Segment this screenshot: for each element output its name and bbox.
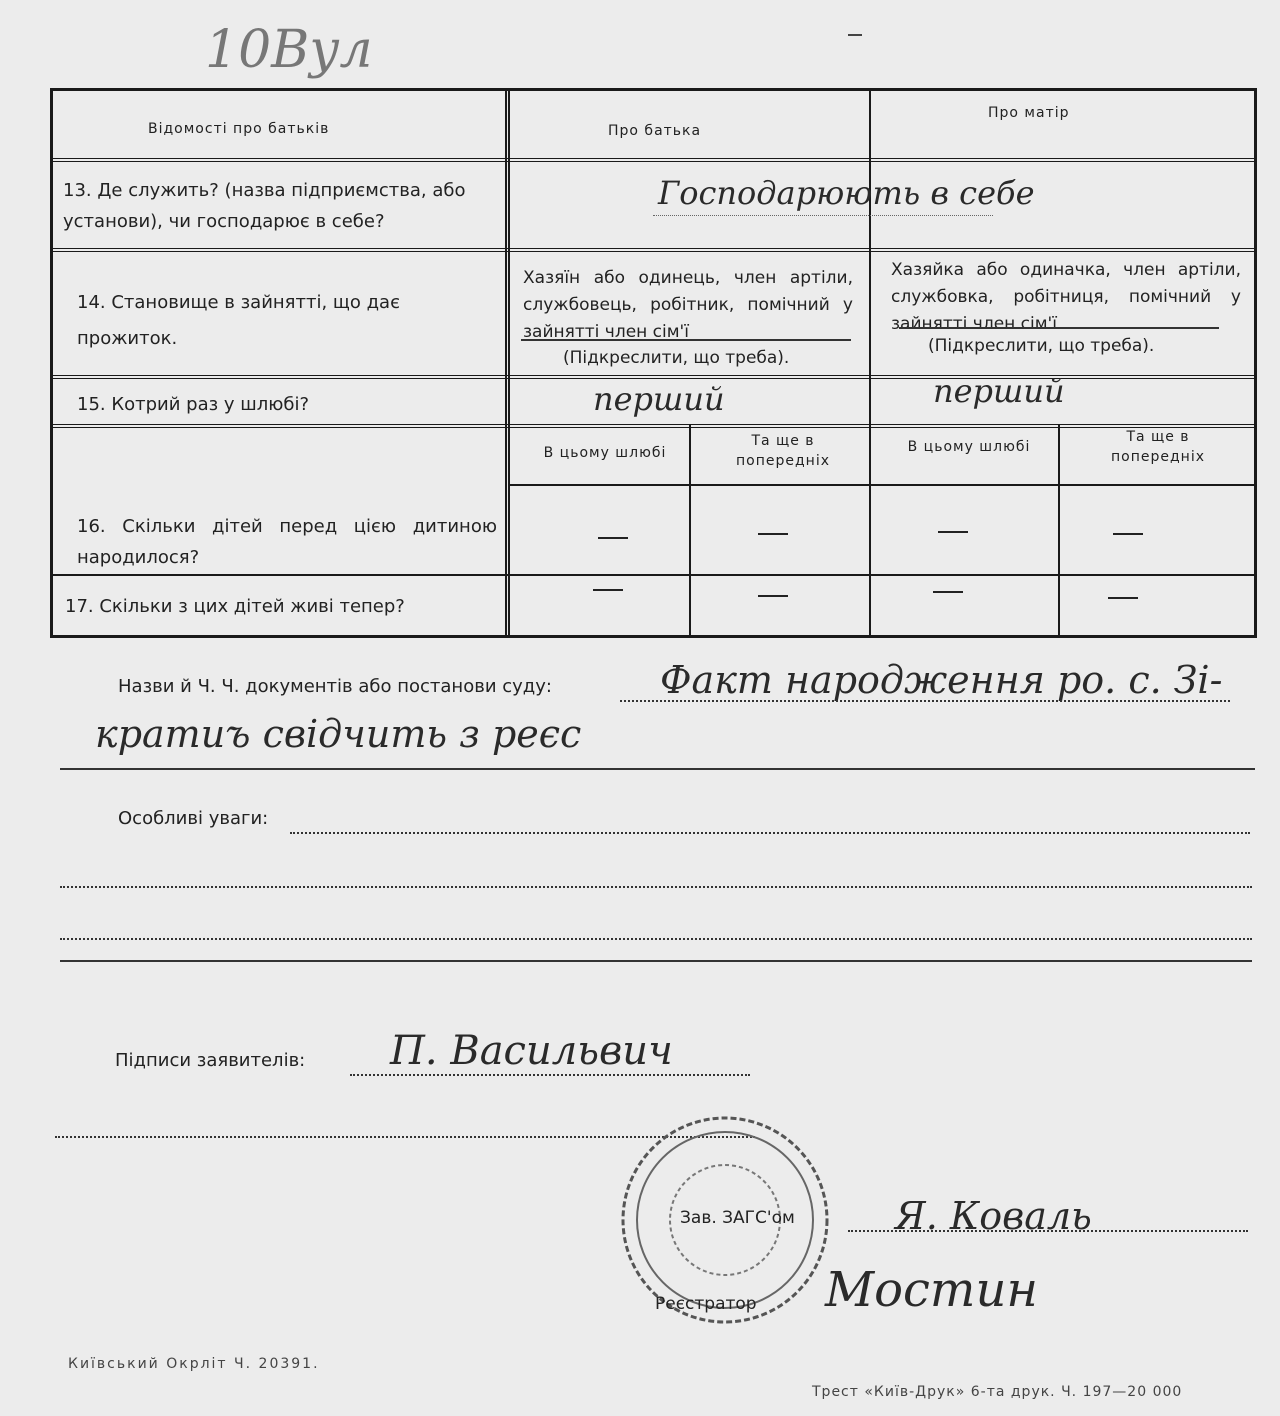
- row16-question: 16. Скільки дітей перед цією дитиною народилося?: [77, 516, 497, 568]
- row17-father-prev-dash: [758, 595, 788, 597]
- corner-tick-mark: [848, 34, 862, 36]
- col-divider: [689, 424, 691, 635]
- row16-father-this-marriage: В цьому шлюбі: [543, 445, 667, 461]
- row15-father-answer: перший: [593, 380, 725, 418]
- row14-father-note: (Підкреслити, що треба).: [563, 348, 790, 368]
- applicant-signature: П. Васильвич: [390, 1028, 673, 1074]
- row13-answer-underline: [653, 215, 993, 216]
- row-divider: [53, 574, 1254, 576]
- row16-mother-previous: Та ще в попередніх: [1111, 429, 1205, 465]
- row-divider: [53, 248, 1254, 252]
- documents-hand-line2: кратиъ свідчить з реєс: [95, 712, 582, 756]
- documents-line2: [60, 768, 1255, 770]
- row-divider: [53, 424, 1254, 428]
- footer-left: Київський Окрліт Ч. 20391.: [68, 1356, 320, 1372]
- remarks-line3: [60, 938, 1252, 940]
- row16-mother-prev-dash: [1113, 533, 1143, 535]
- row-divider: [53, 158, 1254, 162]
- col-divider: [505, 91, 510, 635]
- parents-info-table: [50, 88, 1257, 638]
- header-mother: Про матір: [988, 105, 1070, 121]
- row14-question: 14. Становище в зайнятті, що дає прожиток.: [77, 292, 400, 349]
- row14-mother-note: (Підкреслити, що треба).: [928, 336, 1155, 356]
- row17-question: 17. Скільки з цих дітей живі тепер?: [65, 596, 405, 617]
- row14-father-options: Хазяїн або одинець, член артіли, службовець, робітник, помічний у зайнятті член сім'ї: [523, 268, 853, 342]
- row16-father-this-dash: [598, 537, 628, 539]
- row16-mother-this-dash: [938, 531, 968, 533]
- row15-mother-answer: перший: [933, 372, 1065, 410]
- row16-mother-this-marriage: В цьому шлюбі: [907, 439, 1031, 455]
- remarks-line2: [60, 886, 1252, 888]
- documents-line1: [620, 700, 1230, 702]
- row14-mother-options: Хазяйка або одиначка, член артіли, службовка, робітниця, помічний у зайнятті член сім'ї: [891, 260, 1241, 334]
- row17-mother-this-dash: [933, 591, 963, 593]
- row13-answer: Господарюють в себе: [658, 174, 1035, 212]
- row17-father-this-dash: [593, 589, 623, 591]
- remarks-line4: [60, 960, 1252, 962]
- row16-father-prev-dash: [758, 533, 788, 535]
- head-signature: Я. Коваль: [895, 1194, 1092, 1238]
- registrar-signature: Мостин: [825, 1262, 1038, 1318]
- header-father: Про батька: [608, 123, 702, 139]
- header-parents-info: Відомості про батьків: [148, 121, 330, 137]
- row16-father-previous: Та ще в попередніх: [736, 433, 830, 469]
- documents-hand-line1: Факт народження ро. с. Зі-: [660, 658, 1223, 702]
- remarks-label: Особливі уваги:: [118, 808, 269, 829]
- applicants-label: Підписи заявителів:: [115, 1050, 306, 1071]
- row17-mother-prev-dash: [1108, 597, 1138, 599]
- remarks-line1: [290, 832, 1250, 834]
- registrar-label: Реєстратор: [655, 1294, 757, 1314]
- col-divider: [1058, 424, 1060, 635]
- corner-note: 10Вул: [205, 20, 373, 80]
- documents-label: Назви й Ч. Ч. документів або постанови суду:: [118, 676, 552, 697]
- row13-question: 13. Де служить? (назва підприємства, або установи), чи господарює в себе?: [63, 180, 466, 232]
- applicants-line1: [350, 1074, 750, 1076]
- row14-mother-underline: [899, 327, 1219, 329]
- row14-father-underline: [521, 339, 851, 341]
- subrow-divider: [509, 484, 1254, 486]
- row15-question: 15. Котрий раз у шлюбі?: [77, 394, 310, 415]
- footer-right: Трест «Київ-Друк» 6-та друк. Ч. 197—20 000: [812, 1384, 1183, 1400]
- head-line: [848, 1230, 1248, 1232]
- head-label: Зав. ЗАГС'ом: [680, 1208, 795, 1228]
